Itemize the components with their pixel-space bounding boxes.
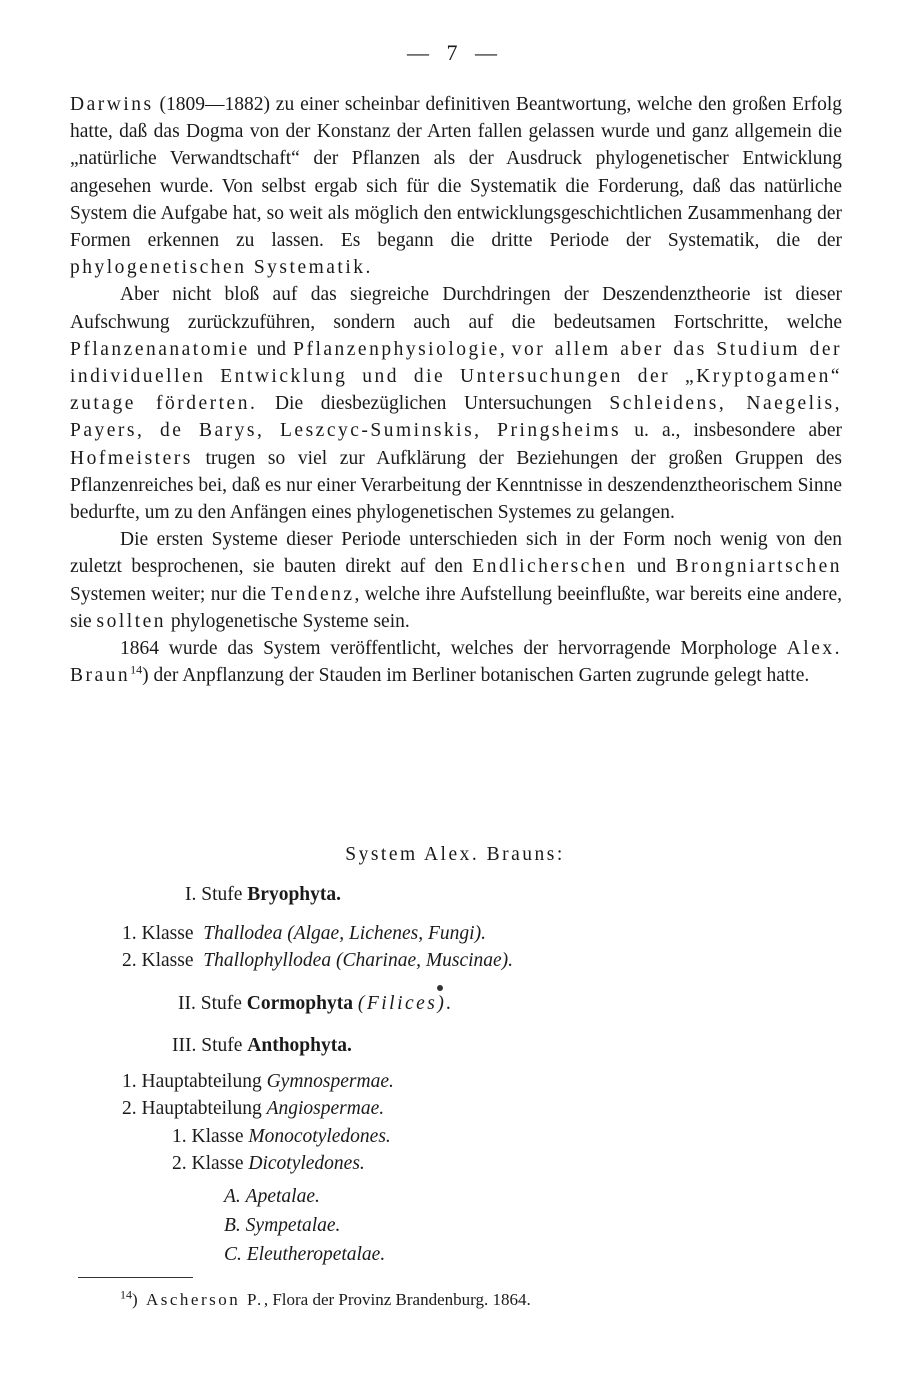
paragraph-1-text: (1809—1882) zu einer scheinbar definitiven Beantwortung, welche den großen Erfolg hatte, daß das Dogma von der Konstanz der Arten fallen gelassen wurde und ganz allgemein die „natürliche Verwandtschaft“ der Pflanzen als der Ausdruck phylogenetischer Entwicklung angesehen wurde. Von selbst ergab sich für die Systematik die Forderung, daß das natürliche System die Aufgabe hat, so weit als möglich den entwicklungsgeschichtlichen Zusammenhang der Formen erkennen zu lassen. Es begann die dritte Periode der Systematik, die der	[70, 94, 842, 252]
group-c-num: C.	[224, 1244, 242, 1265]
term-development: vor allem aber das Studium der individuellen Entwicklung und die Untersuchungen der „Kryptogamen“	[70, 338, 843, 388]
author-brongniart: Brongniartschen	[675, 556, 842, 578]
stufe-1-num: I. Stufe	[185, 884, 243, 905]
hauptabteilung-1-name: Gymnospermae.	[266, 1071, 394, 1092]
author-names: Schleidens, Naegelis, Payers, de Barys, Leszcyc-Suminskis, Pringsheims	[70, 393, 842, 442]
hauptabteilung-1	[122, 1071, 394, 1093]
term-physiology: Pflanzenphysiologie	[293, 338, 500, 360]
klasse-2-num: 2. Klasse	[122, 950, 194, 971]
author-hofmeister: Hofmeisters	[70, 447, 193, 469]
paragraph-2-text-k: u. a., insbesondere aber	[621, 420, 842, 442]
subklasse-2	[172, 1153, 365, 1175]
subklasse-2-num: 2. Klasse	[172, 1153, 244, 1174]
stufe-3-num: III. Stufe	[172, 1035, 243, 1056]
stufe-2-name: Cormophyta	[246, 993, 353, 1014]
term-anatomy: Pflanzenanatomie	[70, 338, 250, 360]
klasse-1-num: 1. Klasse	[122, 923, 194, 944]
group-a-num: A.	[224, 1186, 241, 1207]
hauptabteilung-2-name: Angiospermae.	[266, 1098, 385, 1119]
footnote-ref: 14	[130, 662, 143, 677]
paragraph-4	[70, 635, 842, 689]
term-sollten: sollten	[96, 610, 167, 632]
paragraph-2-text-i: Die diesbezüglichen Untersuchungen	[257, 393, 610, 415]
term-zutage: zutage förderten.	[70, 393, 258, 415]
paragraph-3-text-c: und	[627, 556, 676, 578]
paragraph-2-text-a: Aber nicht bloß auf das siegreiche Durchdringen der Deszendenztheorie ist dieser Aufschwung zurückzuführen, sondern auch auf die bedeutsamen Fortschritte, welche	[70, 284, 842, 333]
klasse-2	[122, 950, 513, 972]
footnote-mark: 14	[120, 1287, 132, 1302]
group-b	[224, 1215, 340, 1237]
paragraph-1	[70, 91, 842, 281]
hauptabteilung-1-num: 1. Hauptabteilung	[122, 1071, 262, 1092]
author-braun: Alex. Braun	[70, 638, 842, 687]
subklasse-1-name: Monocotyledones.	[248, 1126, 391, 1147]
page-number: — 7 —	[407, 40, 503, 65]
klasse-2-name: Thallophyllodea (Charinae, Muscinae).	[203, 950, 514, 971]
stufe-2-sub: (Filices).	[357, 993, 454, 1014]
term-phylogenetic-systematics: phylogenetischen Systematik	[70, 257, 366, 279]
author-darwin: Darwins	[70, 94, 154, 115]
paragraph-4-text-a: 1864 wurde das System veröffentlicht, welches der hervorragende Morphologe	[120, 638, 787, 660]
subklasse-2-name: Dicotyledones.	[248, 1153, 365, 1174]
term-tendenz: Tendenz	[271, 583, 355, 605]
footnote	[120, 1287, 531, 1310]
hauptabteilung-2	[122, 1098, 384, 1120]
paragraph-2-text-c: und	[249, 338, 294, 360]
stufe-2	[178, 993, 454, 1015]
footnote-rule	[78, 1277, 193, 1278]
footnote-author: ) Ascherson P.	[132, 1290, 264, 1309]
stufe-3-name: Anthophyta.	[247, 1035, 352, 1056]
subklasse-1	[172, 1126, 391, 1148]
print-speck	[437, 985, 443, 991]
klasse-1-name: Thallodea (Algae, Lichenes, Fungi).	[203, 923, 486, 944]
stufe-1	[185, 884, 341, 906]
stufe-1-name: Bryophyta.	[247, 884, 342, 905]
footnote-text: , Flora der Provinz Brandenburg. 1864.	[263, 1290, 531, 1309]
group-a	[224, 1186, 320, 1208]
hauptabteilung-2-num: 2. Hauptabteilung	[122, 1098, 262, 1119]
stufe-3	[172, 1035, 352, 1057]
main-text	[70, 91, 842, 689]
paragraph-3-text-g: , welche ihre Aufstellung beeinflußte, war bereits eine andere, sie	[70, 583, 842, 632]
subklasse-1-num: 1. Klasse	[172, 1126, 244, 1147]
paragraph-4-text-d: ) der Anpflanzung der Stauden im Berliner botanischen Garten zugrunde gelegt hatte.	[142, 665, 810, 687]
paragraph-2-text-e: ,	[499, 338, 512, 360]
paragraph-3-text-e: Systemen weiter; nur die	[70, 583, 272, 605]
group-c-name: Eleutheropetalae.	[246, 1244, 386, 1265]
group-b-name: Sympetalae.	[245, 1215, 341, 1236]
paragraph-2-text-m: trugen so viel zur Aufklärung der Beziehungen der großen Gruppen des Pflanzenreiches bei, daß es nur einer Verarbeitung der Kenntnisse in deszendenztheorischem Sinne bedurfte, um zu den Anfängen eines phylogenetischen Systemes zu gelangen.	[70, 447, 842, 524]
paragraph-3-text-a: Die ersten Systeme dieser Periode unterschieden sich in der Form noch wenig von den zuletzt besprochenen, sie bauten direkt auf den	[70, 529, 842, 578]
group-b-num: B.	[224, 1215, 241, 1236]
paragraph-3	[70, 526, 842, 635]
paragraph-2	[70, 281, 842, 526]
klasse-1	[122, 923, 486, 945]
stufe-2-num: II. Stufe	[178, 993, 242, 1014]
system-heading: System Alex. Brauns:	[345, 844, 565, 865]
paragraph-3-text-i: phylogenetische Systeme sein.	[166, 610, 410, 632]
group-a-name: Apetalae.	[245, 1186, 320, 1207]
paragraph-1-end: .	[365, 257, 371, 279]
group-c	[224, 1244, 385, 1266]
author-endlicher: Endlicherschen	[472, 556, 628, 578]
